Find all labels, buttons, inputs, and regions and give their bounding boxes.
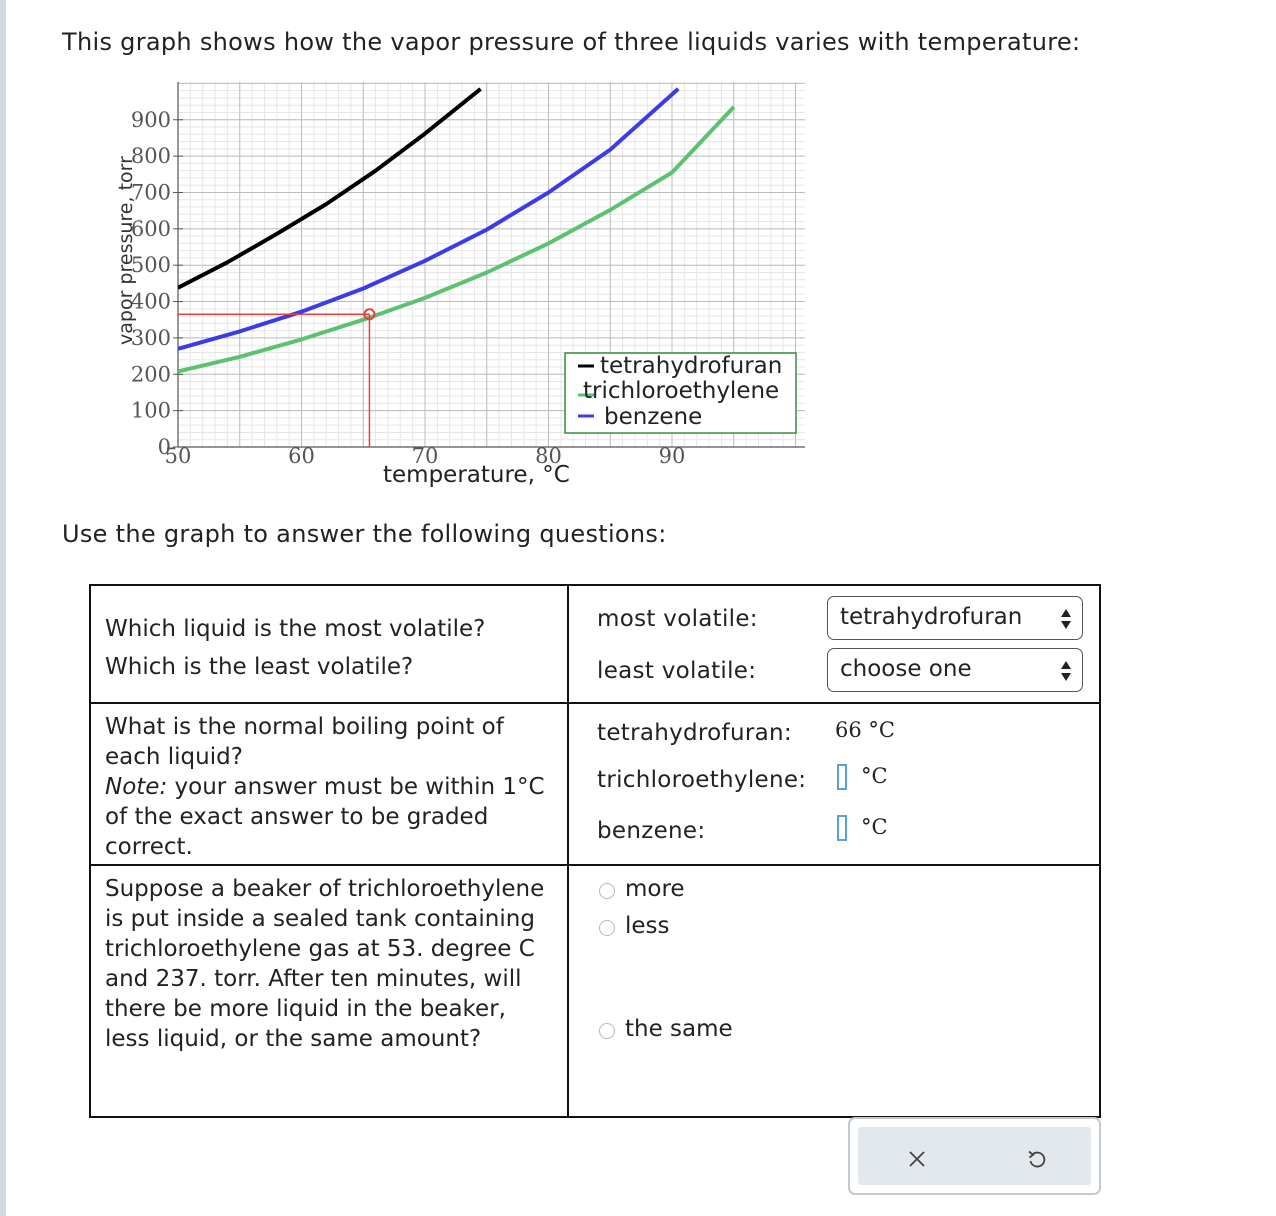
benzene-label: benzene: (597, 818, 706, 844)
least-volatile-select[interactable] (827, 648, 1083, 692)
thf-label: tetrahydrofuran: (597, 720, 792, 746)
least-volatile-question: Which is the least volatile? (105, 654, 414, 680)
question-row-volatility (91, 586, 1099, 702)
y-tick-label: 500 (130, 253, 171, 278)
y-tick-label: 100 (130, 398, 171, 423)
intro-text: This graph shows how the vapor pressure of three liquids varies with temperature: (62, 28, 1081, 56)
y-tick-label: 900 (130, 107, 171, 132)
legend-label-2: benzene (604, 404, 703, 430)
thf-value: 66 (835, 718, 862, 742)
note-text: your answer must be within 1°C of the exact answer to be graded correct. (105, 774, 545, 860)
question-row-equilibrium (91, 864, 1099, 1116)
boiling-point-answers (569, 704, 1099, 864)
radio-same-label[interactable]: the same (625, 1016, 733, 1042)
most-volatile-question: Which liquid is the most volatile? (105, 616, 486, 642)
thf-answer (835, 718, 895, 742)
undo-button[interactable] (1023, 1145, 1051, 1173)
legend-label-1: trichloroethylene (583, 378, 780, 404)
radio-less-label[interactable]: less (625, 913, 670, 939)
x-icon (907, 1149, 927, 1169)
series-line-trichloroethylene (178, 107, 734, 371)
least-volatile-value: choose one (840, 656, 972, 682)
most-volatile-label: most volatile: (597, 606, 758, 632)
select-arrows-icon (1060, 608, 1072, 630)
volatility-question (91, 586, 569, 702)
marker-group (178, 309, 374, 447)
series-lines (178, 89, 734, 372)
tce-label: trichloroethylene: (597, 767, 807, 793)
x-tick-label: 50 (164, 444, 192, 468)
y-tick-label: 600 (130, 216, 171, 241)
equilibrium-question: Suppose a beaker of trichloroethylene is put inside a sealed tank containing trichloroethylene gas at 53. degree C and 237. torr. After ten minutes, will there be more liquid in the beaker, less liquid, or the same amount? (91, 866, 569, 1116)
question-row-boiling-point (91, 702, 1099, 864)
instruction-text: Use the graph to answer the following questions: (62, 520, 667, 548)
boiling-point-question (91, 704, 569, 864)
y-tick-label: 700 (130, 180, 171, 205)
action-bar (858, 1127, 1091, 1185)
x-axis-label: temperature, °C (383, 462, 570, 488)
y-tick-label: 800 (130, 144, 171, 169)
vapor-pressure-chart (0, 70, 820, 490)
benzene-unit: °C (861, 815, 888, 839)
boiling-point-question-text: What is the normal boiling point of each liquid? (105, 714, 504, 770)
y-tick-label: 300 (130, 325, 171, 350)
y-tick-label: 400 (130, 289, 171, 314)
benzene-boiling-input[interactable] (837, 815, 847, 841)
thf-unit: °C (868, 718, 895, 742)
equilibrium-answers (569, 866, 1099, 1116)
y-tick-label: 0 (157, 435, 171, 459)
tce-boiling-input[interactable] (837, 764, 847, 790)
legend-label-0: tetrahydrofuran (600, 353, 783, 379)
least-volatile-label: least volatile: (597, 658, 757, 684)
questions-table (89, 584, 1101, 1118)
y-tick-label: 200 (130, 362, 171, 387)
undo-icon (1026, 1148, 1048, 1170)
boiling-point-note (105, 772, 553, 862)
x-tick-label: 80 (535, 444, 562, 468)
clear-button[interactable] (903, 1145, 931, 1173)
volatility-answers (569, 586, 1099, 702)
radio-less[interactable] (599, 920, 615, 936)
most-volatile-value: tetrahydrofuran (840, 604, 1023, 630)
radio-same[interactable] (599, 1023, 615, 1039)
legend (565, 353, 796, 433)
tce-unit: °C (861, 764, 888, 788)
radio-more-label[interactable]: more (625, 876, 685, 902)
series-line-benzene (178, 89, 678, 349)
action-panel (848, 1117, 1101, 1195)
note-label: Note: (105, 774, 168, 800)
y-axis-label: vapor pressure, torr (115, 156, 137, 345)
x-tick-label: 90 (658, 444, 686, 468)
x-tick-label: 60 (288, 444, 315, 468)
x-tick-label: 70 (411, 444, 439, 468)
most-volatile-select[interactable] (827, 596, 1083, 640)
select-arrows-icon (1060, 660, 1072, 682)
radio-more[interactable] (599, 883, 615, 899)
